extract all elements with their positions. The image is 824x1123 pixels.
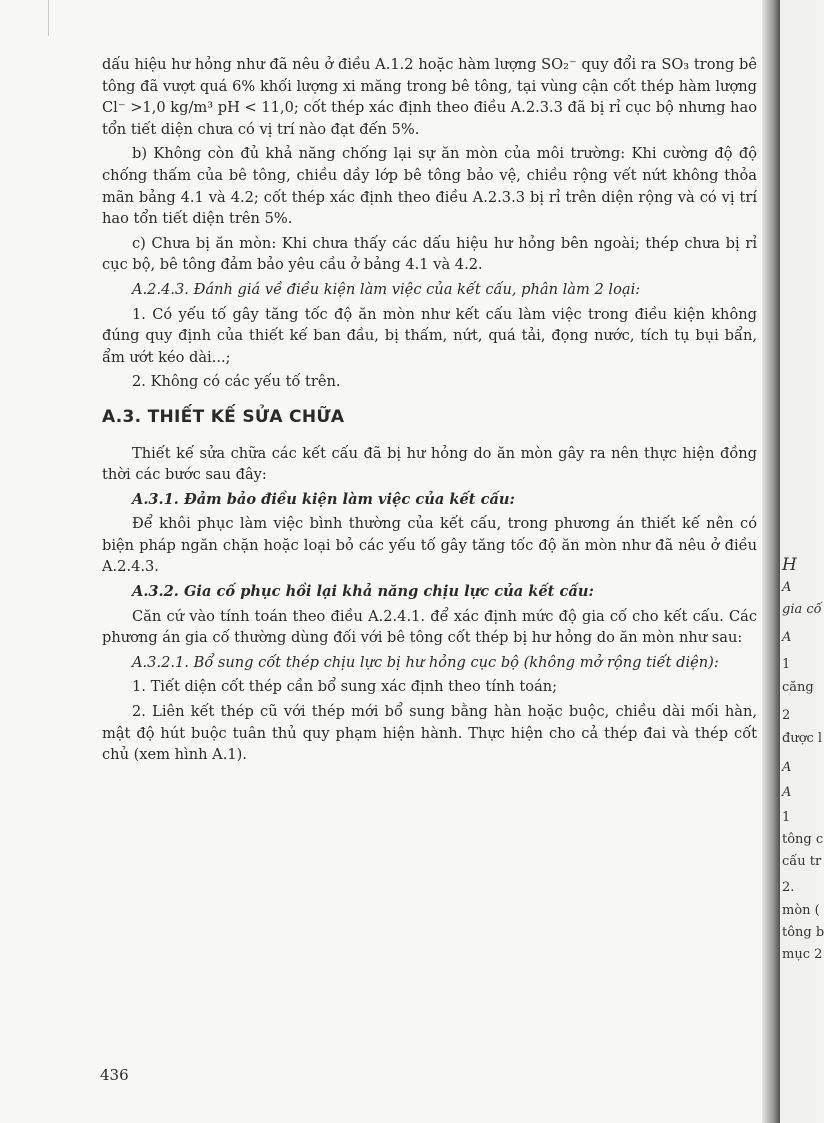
paragraph-continuation: dấu hiệu hư hỏng như đã nêu ở điều A.1.2 hoặc hàm lượng SO₂⁻ quy đổi ra SO₃ trong bê tông đã vượt quá 6% khối lượng xi măng trong bê tông, tại vùng cận cốt thép hàm lượng Cl⁻ >1,0 kg/m³ pH < 11,0; cốt thép xác định theo điều A.2.3.3 đã bị rỉ cục bộ nhưng hao tổn tiết diện chưa có vị trí nào đạt đến 5%. [102,56,757,138]
page-number: 436 [100,1066,129,1084]
next-page-fragment: mòn ( [782,903,820,918]
next-page-fragment: gia cố [782,602,822,617]
list-item-1: 1. Có yếu tố gây tăng tốc độ ăn mòn như kết cấu làm việc trong điều kiện không đúng quy định của thiết kế ban đầu, bị thấm, nứt, quá tải, đọng nước, tích tụ bụi bẩn, ẩm ướt kéo dài...; [102,305,757,366]
page-content [102,54,757,769]
next-page-fragment: A [782,580,792,595]
paragraph-a32: Căn cứ vào tính toán theo điều A.2.4.1. để xác định mức độ gia cố cho kết cấu. Các phương án gia cố thường dùng đối với bê tông cốt thép bị hư hỏng do ăn mòn như sau: [102,607,757,647]
next-page-fragment: 2 [782,708,791,723]
next-page-edge [780,0,824,1123]
next-page-fragment: H [782,555,797,575]
list-item-a321-2: 2. Liên kết thép cũ với thép mới bổ sung bằng hàn hoặc buộc, chiều dài mối hàn, mật độ hút buộc tuân thủ quy phạm hiện hành. Thực hiện cho cả thép đai và thép cốt chủ (xem hình A.1). [102,703,757,764]
next-page-fragment: A [782,630,792,645]
list-item-a321-1: 1. Tiết diện cốt thép cần bổ sung xác định theo tính toán; [132,678,558,696]
next-page-fragment: căng [782,680,814,695]
section-a243-title: A.2.4.3. Đánh giá về điều kiện làm việc của kết cấu, phân làm 2 loại: [132,280,641,298]
list-item-2: 2. Không có các yếu tố trên. [132,373,341,391]
next-page-fragment: cấu tr [782,854,822,869]
next-page-fragment: A [782,785,792,800]
next-page-fragment: được l [782,731,823,746]
next-page-fragment: 1 [782,810,791,825]
paragraph-b: b) Không còn đủ khả năng chống lại sự ăn mòn của môi trường: Khi cường độ độ chống thấm của bê tông, chiều dầy lớp bê tông bảo vệ, chiều rộng vết nứt không thỏa mãn bảng 4.1 và 4.2; cốt thép xác định theo điều A.2.3.3 bị rỉ trên diện rộng và có vị trí hao tổn tiết diện trên 5%. [102,145,757,228]
next-page-fragment: mục 2 [782,947,823,962]
section-a321-title: A.3.2.1. Bổ sung cốt thép chịu lực bị hư hỏng cục bộ (không mở rộng tiết diện): [132,653,719,671]
margin-mark [48,0,49,36]
next-page-fragment: tông c [782,832,824,847]
next-page-fragment: 2. [782,880,795,895]
paragraph-c: c) Chưa bị ăn mòn: Khi chưa thấy các dấu hiệu hư hỏng bên ngoài; thép chưa bị rỉ cục bộ, bê tông đảm bảo yêu cầu ở bảng 4.1 và 4.2. [102,234,757,274]
paragraph-intro: Thiết kế sửa chữa các kết cấu đã bị hư hỏng do ăn mòn gây ra nên thực hiện đồng thời các bước sau đây: [102,444,757,484]
next-page-fragment: 1 [782,657,791,672]
next-page-fragment: A [782,760,792,775]
section-a32-title: A.3.2. Gia cố phục hồi lại khả năng chịu lực của kết cấu: [132,583,594,601]
section-a31-title: A.3.1. Đảm bảo điều kiện làm việc của kết cấu: [132,490,515,508]
paragraph-a31: Để khôi phục làm việc bình thường của kết cấu, trong phương án thiết kế nên có biện pháp ngăn chặn hoặc loại bỏ các yếu tố gây tăng tốc độ ăn mòn như đã nêu ở điều A.2.4.3. [102,515,757,576]
section-heading: A.3. THIẾT KẾ SỬA CHỮA [102,406,345,427]
page-fold-shadow [762,0,782,1123]
next-page-fragment: tông b [782,925,824,940]
